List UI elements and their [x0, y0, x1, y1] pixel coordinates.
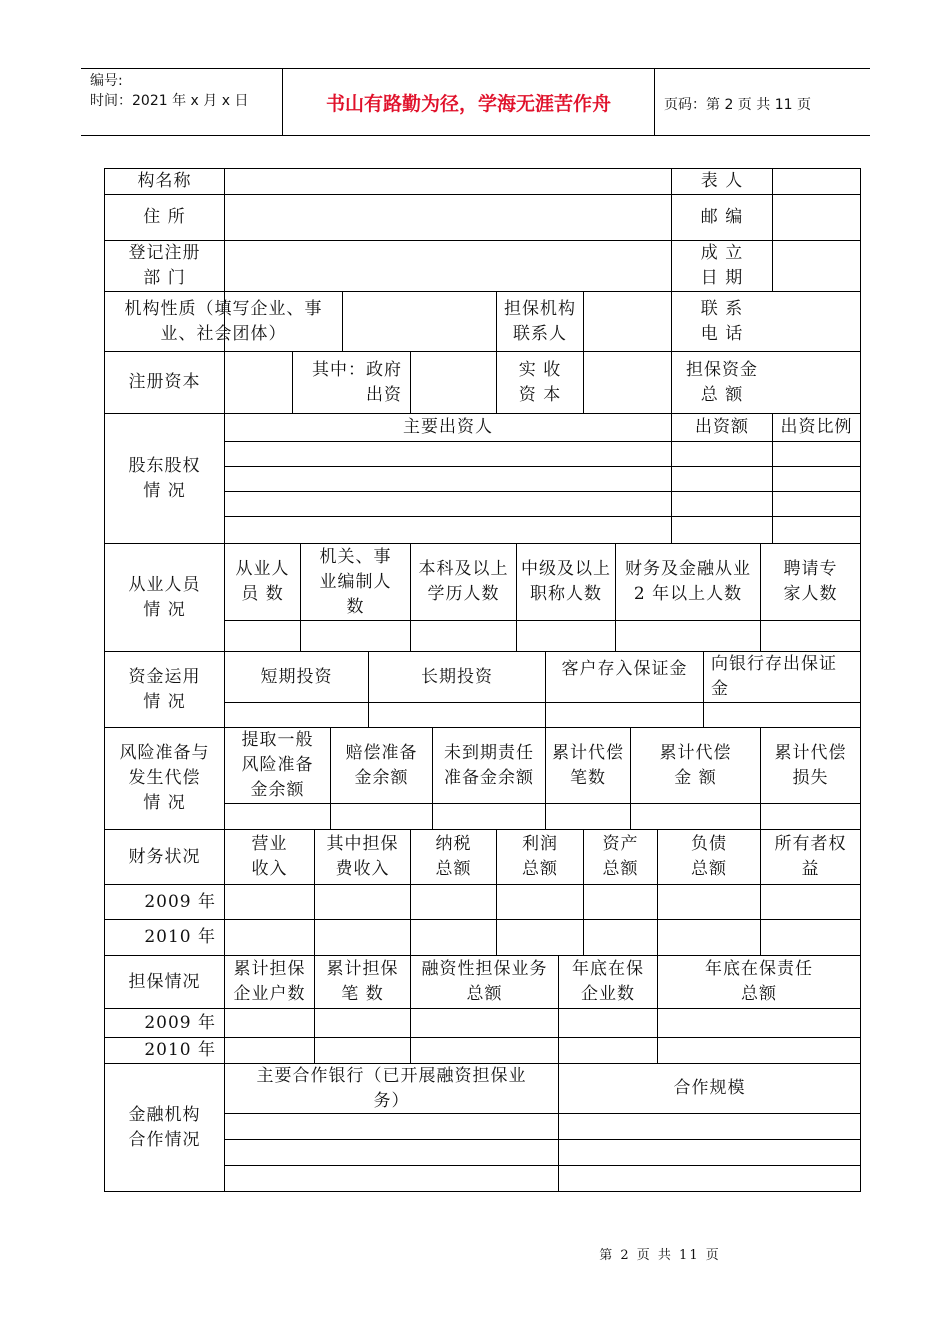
- table-hline: [224, 491, 861, 492]
- bank-col-name: 主要合作银行（已开展融资担保业 务）: [256, 1065, 527, 1111]
- total-guarantee-fund-label: 担保资金 总 额: [686, 359, 758, 405]
- staff-col-civil: 机关、事 业编制人 数: [319, 546, 392, 617]
- address-label: 住 所: [143, 207, 186, 227]
- founded-label: 成 立 日 期: [700, 243, 744, 288]
- funds-col-long: 长期投资: [421, 666, 493, 687]
- time-label: 时间：2021 年 x 月 x 日: [90, 93, 249, 109]
- finance-col-assets: 资产 总额: [602, 834, 639, 879]
- finance-label: 财务状况: [128, 846, 201, 867]
- page-info: 页码：第 2 页 共 11 页: [664, 97, 811, 113]
- table-vline: [558, 1063, 559, 1192]
- risk-col-compensation: 赔偿准备 金余额: [345, 742, 418, 788]
- table-vline: [410, 351, 411, 414]
- table-vline: [671, 168, 672, 292]
- table-hline: [224, 441, 861, 442]
- table-vline: [300, 543, 301, 652]
- table-vline: [558, 955, 559, 1064]
- guarantee-col-count: 累计担保 笔 数: [326, 959, 399, 1004]
- code-label: 编号:: [90, 73, 123, 89]
- table-vline: [342, 291, 343, 352]
- banks-label: 金融机构 合作情况: [128, 1104, 201, 1150]
- reg-capital-label: 注册资本: [128, 372, 201, 392]
- finance-year-2010: 2010 年: [144, 927, 216, 947]
- contact-person-label: 担保机构 联系人: [504, 298, 576, 344]
- org-name-label: 构名称: [137, 171, 192, 191]
- table-vline: [760, 829, 761, 956]
- table-vline: [545, 727, 546, 830]
- staff-col-expert: 聘请专 家人数: [783, 559, 838, 604]
- postcode-label: 邮 编: [700, 207, 744, 227]
- table-vline: [860, 168, 861, 1192]
- guarantee-col-firms: 累计担保 企业户数: [233, 959, 306, 1004]
- table-vline: [104, 168, 105, 1192]
- bank-col-scale: 合作规模: [673, 1078, 746, 1098]
- table-vline: [772, 168, 773, 292]
- table-vline: [772, 413, 773, 544]
- finance-col-revenue: 营业 收入: [251, 834, 288, 879]
- guarantee-col-active-liability: 年底在保责任 总额: [705, 959, 813, 1004]
- funds-label: 资金运用 情 况: [128, 666, 201, 712]
- org-nature-label: 机构性质（填写企业、事 业、社会团体）: [124, 298, 323, 344]
- table-vline: [314, 955, 315, 1064]
- staff-col-finance: 财务及金融从业 2 年以上人数: [625, 559, 751, 604]
- table-hline: [224, 803, 861, 804]
- staff-label: 从业人员 情 况: [128, 574, 201, 620]
- table-vline: [496, 351, 497, 414]
- table-vline: [657, 829, 658, 956]
- reg-dept-label: 登记注册 部 门: [128, 243, 201, 288]
- header-top-rule: [81, 68, 870, 69]
- risk-col-loss: 累计代偿 损失: [774, 742, 847, 788]
- table-vline: [330, 727, 331, 830]
- shareholders-label: 股东股权 情 况: [128, 455, 201, 501]
- table-vline: [583, 829, 584, 956]
- finance-col-equity: 所有者权 益: [774, 834, 847, 879]
- table-vline: [583, 351, 584, 414]
- table-vline: [583, 291, 584, 352]
- table-vline: [432, 727, 433, 830]
- table-hline: [224, 702, 861, 703]
- investor-header: 主要出资人: [403, 417, 493, 437]
- risk-col-general: 提取一般 风险准备 金余额: [241, 730, 314, 800]
- paid-capital-label: 实 收 资 本: [518, 359, 562, 405]
- finance-col-fee: 其中担保 费收入: [326, 834, 399, 879]
- risk-col-count: 累计代偿 笔数: [552, 742, 624, 788]
- table-hline: [224, 466, 861, 467]
- table-vline: [703, 651, 704, 728]
- ratio-header: 出资比例: [780, 417, 853, 437]
- guarantee-year-2010: 2010 年: [144, 1040, 216, 1060]
- risk-label: 风险准备与 发生代偿 情 况: [119, 743, 210, 813]
- table-hline: [224, 1165, 861, 1166]
- staff-col-total: 从业人 员 数: [235, 559, 290, 604]
- risk-col-amount: 累计代偿 金 额: [659, 742, 732, 788]
- table-vline: [292, 351, 293, 414]
- amount-header: 出资额: [695, 417, 749, 437]
- table-vline: [657, 955, 658, 1064]
- table-vline: [410, 829, 411, 956]
- finance-col-tax: 纳税 总额: [435, 834, 472, 879]
- table-hline: [224, 620, 861, 621]
- table-hline: [224, 516, 861, 517]
- gov-capital-label: 其中：政府 出资: [312, 359, 402, 405]
- table-vline: [671, 291, 672, 414]
- guarantee-year-2009: 2009 年: [144, 1012, 216, 1033]
- finance-col-profit: 利润 总额: [522, 834, 558, 879]
- finance-year-2009: 2009 年: [144, 891, 216, 912]
- table-vline: [410, 543, 411, 652]
- table-vline: [496, 829, 497, 956]
- funds-col-deposit-out: 向银行存出保证 金: [711, 654, 837, 699]
- phone-label: 联 系 电 话: [700, 298, 744, 344]
- table-vline: [671, 413, 672, 544]
- staff-col-senior: 中级及以上 职称人数: [521, 559, 611, 604]
- table-vline: [368, 651, 369, 728]
- guarantee-col-active-firms: 年底在保 企业数: [572, 959, 644, 1004]
- risk-col-unexpired: 未到期责任 准备金余额: [444, 742, 534, 788]
- funds-col-deposit-in: 客户存入保证金: [561, 658, 688, 679]
- table-hline: [104, 1191, 861, 1192]
- table-vline: [516, 543, 517, 652]
- guarantee-label: 担保情况: [128, 971, 201, 992]
- table-vline: [314, 829, 315, 956]
- motto: 书山有路勤为径，学海无涯苦作舟: [325, 92, 611, 115]
- table-vline: [760, 727, 761, 830]
- guarantee-col-total: 融资性担保业务 总额: [421, 959, 548, 1004]
- table-vline: [760, 543, 761, 652]
- page-footer: 第 2 页 共 11 页: [599, 1247, 721, 1263]
- legal-rep-label: 表 人: [700, 171, 744, 191]
- table-vline: [496, 291, 497, 352]
- funds-col-short: 短期投资: [260, 666, 333, 687]
- table-vline: [545, 651, 546, 728]
- table-hline: [224, 1139, 861, 1140]
- table-vline: [410, 955, 411, 1064]
- finance-col-liabilities: 负债 总额: [691, 834, 727, 879]
- staff-col-bachelor: 本科及以上 学历人数: [418, 559, 509, 604]
- header-divider: [654, 68, 655, 135]
- header-bottom-rule: [81, 135, 870, 136]
- table-vline: [615, 543, 616, 652]
- table-vline: [630, 727, 631, 830]
